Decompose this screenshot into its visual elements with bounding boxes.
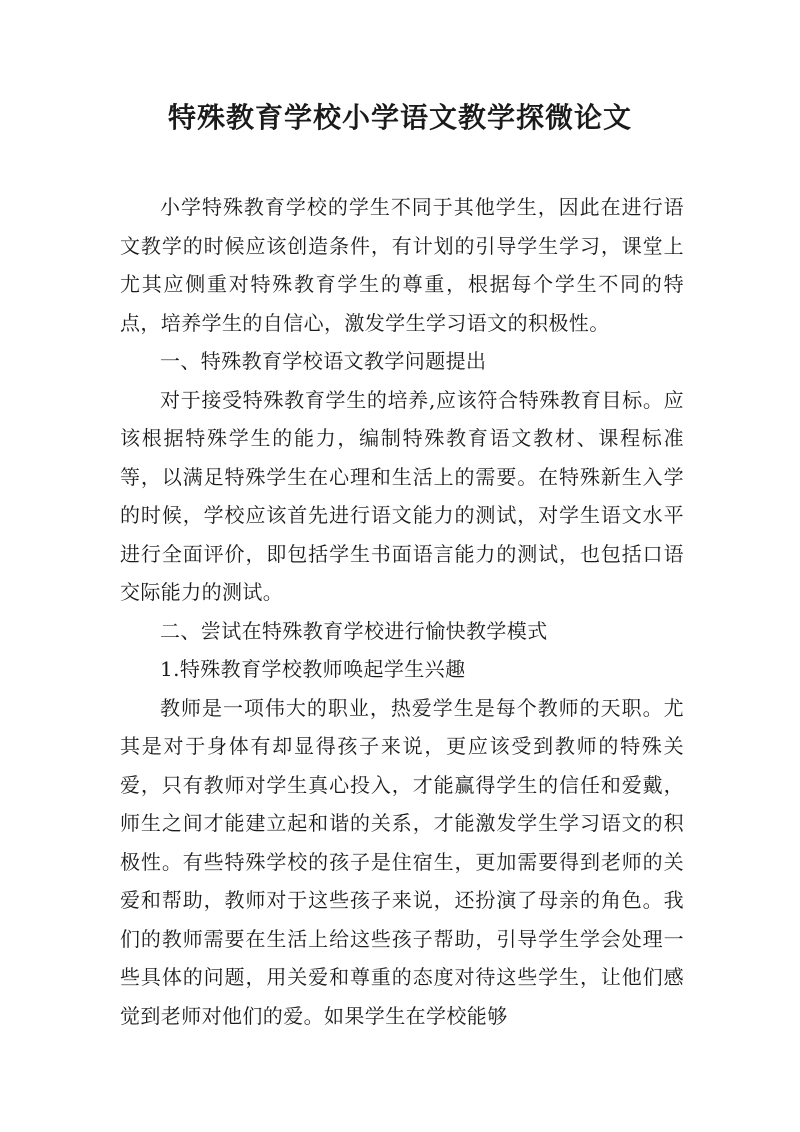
paragraph-subsection-1: 教师是一项伟大的职业，热爱学生是每个教师的天职。尤其是对于身体有却显得孩子来说，更应该受到教师的特殊关爱，只有教师对学生真心投入，才能赢得学生的信任和爱戴，师生之间才能建立起和谐的关系，才能激发学生学习语文的积极性。有些特殊学校的孩子是住宿生，更加需要得到老师的关爱和帮助，教师对于这些孩子来说，还扮演了母亲的角色。我们的教师需要在生活上给这些孩子帮助，引导学生学会处理一些具体的问题，用关爱和尊重的态度对待这些学生，让他们感觉到老师对他们的爱。如果学生在学校能够 <box>120 695 684 1028</box>
section-heading-1: 一、特殊教育学校语文教学问题提出 <box>160 349 487 373</box>
subsection-heading-1: 1.特殊教育学校教师唤起学生兴趣 <box>160 657 466 681</box>
document-body <box>120 188 684 1035</box>
document-title: 特殊教育学校小学语文教学探微论文 <box>167 101 632 134</box>
paragraph-intro: 小学特殊教育学校的学生不同于其他学生，因此在进行语文教学的时候应该创造条件，有计划的引导学生学习，课堂上尤其应侧重对特殊教育学生的尊重，根据每个学生不同的特点，培养学生的自信心，激发学生学习语文的积极性。 <box>120 195 684 335</box>
paragraph-section-1: 对于接受特殊教育学生的培养,应该符合特殊教育目标。应该根据特殊学生的能力，编制特殊教育语文教材、课程标准等，以满足特殊学生在心理和生活上的需要。在特殊新生入学的时候，学校应该首先进行语文能力的测试，对学生语文水平进行全面评价，即包括学生书面语言能力的测试，也包括口语交际能力的测试。 <box>120 387 684 604</box>
section-heading-2: 二、尝试在特殊教育学校进行愉快教学模式 <box>160 618 548 643</box>
